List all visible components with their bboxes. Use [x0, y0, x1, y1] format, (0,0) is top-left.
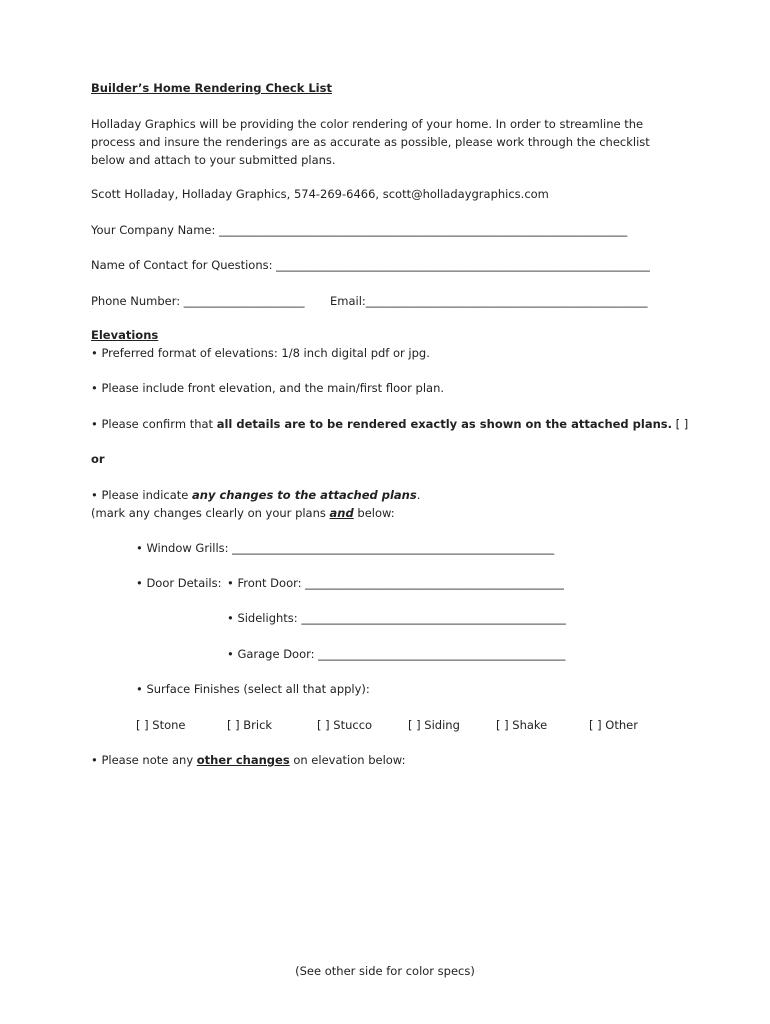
intro-line-3: below and attach to your submitted plans. — [91, 153, 336, 167]
contact-name-field: Name of Contact for Questions: _________________________________________________________________ — [91, 258, 650, 272]
contact-line: Scott Holladay, Holladay Graphics, 574-269-6466, scott@holladaygraphics.com — [91, 187, 549, 201]
mark-and: and — [329, 506, 354, 520]
intro-line-2: process and insure the renderings are as accurate as possible, please work through the checklist — [91, 135, 650, 149]
elevation-include-item: • Please include front elevation, and the main/first floor plan. — [91, 381, 445, 395]
confirm-bold-text: all details are to be rendered exactly as shown on the attached plans. — [216, 417, 672, 431]
mark-prefix: (mark any changes clearly on your plans — [91, 506, 330, 520]
company-name-field: Your Company Name: _______________________________________________________________________ — [91, 223, 628, 237]
finish-option-stone: [ ] Stone — [136, 718, 186, 732]
sidelights-field: • Sidelights: ______________________________________________ — [227, 611, 566, 625]
page-footer: (See other side for color specs) — [295, 964, 475, 978]
page-title: Builder’s Home Rendering Check List — [91, 81, 332, 95]
mark-suffix: below: — [353, 506, 395, 520]
other-changes-bold: other changes — [196, 753, 290, 767]
phone-number-field: Phone Number: _____________________ — [91, 294, 305, 308]
confirm-details-item — [91, 416, 688, 432]
confirm-prefix: • Please confirm that — [91, 417, 217, 431]
window-grills-field: • Window Grills: ________________________________________________________ — [136, 541, 555, 555]
confirm-checkbox: [ ] — [672, 417, 689, 431]
door-details-label: • Door Details: — [136, 576, 222, 590]
other-changes-prefix: • Please note any — [91, 753, 197, 767]
finish-option-shake: [ ] Shake — [496, 718, 548, 732]
finish-option-other: [ ] Other — [589, 718, 638, 732]
finish-option-stucco: [ ] Stucco — [317, 718, 373, 732]
indicate-suffix: . — [416, 488, 421, 502]
elevation-format-item: • Preferred format of elevations: 1/8 inch digital pdf or jpg. — [91, 346, 430, 360]
indicate-changes-item — [91, 487, 420, 503]
mark-changes-note — [91, 505, 395, 521]
or-separator: or — [91, 452, 105, 466]
intro-line-1: Holladay Graphics will be providing the color rendering of your home. In order to streamline the — [91, 117, 644, 131]
surface-finishes-label: • Surface Finishes (select all that apply): — [136, 682, 370, 696]
garage-door-field: • Garage Door: ___________________________________________ — [227, 647, 566, 661]
finish-option-brick: [ ] Brick — [227, 718, 273, 732]
other-changes-item — [91, 752, 405, 768]
elevations-heading: Elevations — [91, 328, 159, 342]
finish-option-siding: [ ] Siding — [408, 718, 460, 732]
indicate-prefix: • Please indicate — [91, 488, 193, 502]
indicate-bold-text: any changes to the attached plans — [192, 488, 417, 502]
other-changes-suffix: on elevation below: — [289, 753, 406, 767]
email-field: Email:_________________________________________________ — [330, 294, 648, 308]
front-door-field: • Front Door: _____________________________________________ — [227, 576, 564, 590]
